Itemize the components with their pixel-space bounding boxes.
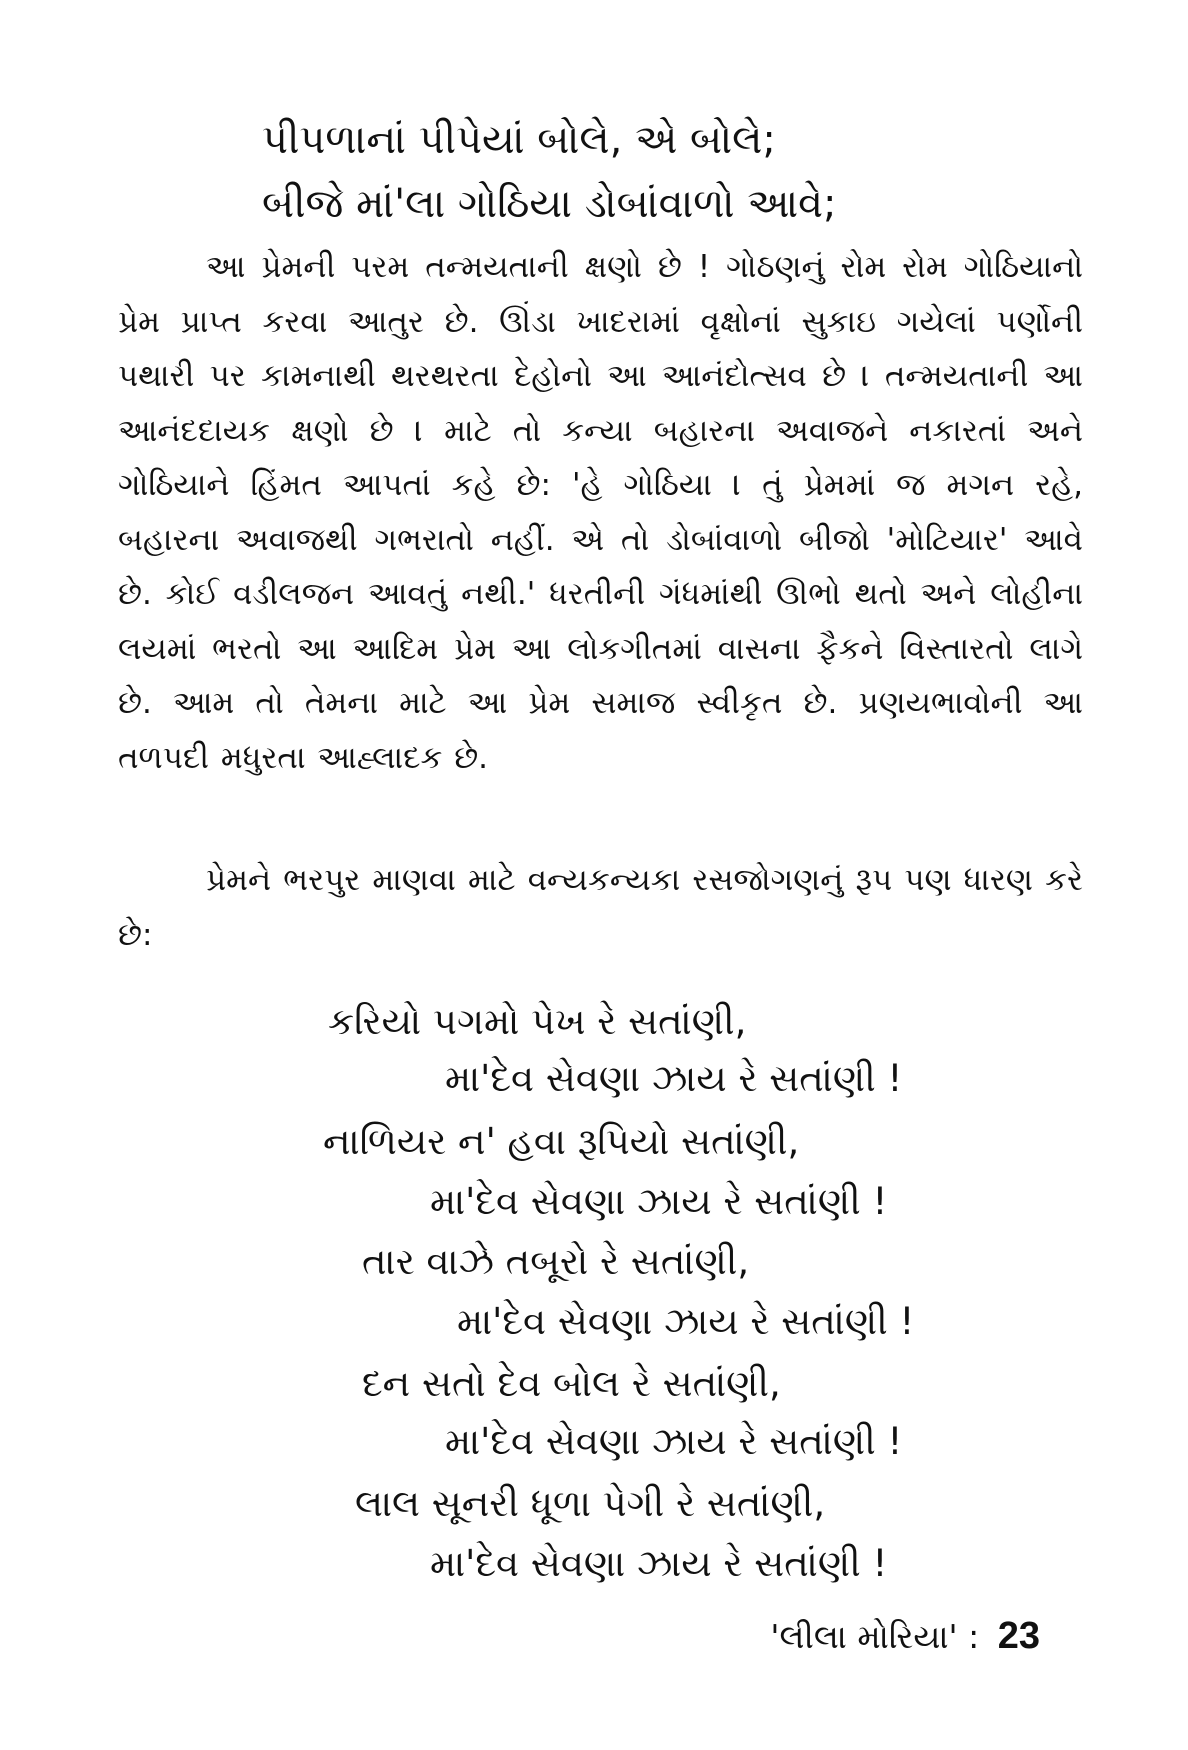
opening-couplet bbox=[262, 108, 1122, 236]
song-line: તાર વાઝે તબૂરો રે સતાંણી, bbox=[362, 1240, 750, 1283]
song-line: દન સતો દેવ બોલ રે સતાંણી, bbox=[362, 1362, 781, 1405]
song-line: લાલ સૂનરી ધૂળા પેગી રે સતાંણી, bbox=[355, 1482, 826, 1525]
song-refrain: મા'દેવ સેવણા ઝાય રે સતાંણી ! bbox=[445, 1057, 903, 1100]
song-line: કરિયો પગમો પેખ રે સતાંણી, bbox=[328, 1000, 747, 1043]
page-number: 23 bbox=[997, 1615, 1040, 1657]
song-refrain: મા'દેવ સેવણા ઝાય રે સતાંણી ! bbox=[445, 1420, 903, 1463]
song-line: નાળિયર ન' હવા રૂપિયો સતાંણી, bbox=[323, 1120, 800, 1163]
body-paragraph: પ્રેમને ભરપુર માણવા માટે વન્યકન્યકા રસજોગણનું રૂપ પણ ધારણ કરે છે: bbox=[118, 862, 1083, 953]
song-refrain: મા'દેવ સેવણા ઝાય રે સતાંણી ! bbox=[430, 1180, 888, 1223]
page-footer bbox=[770, 1615, 1040, 1658]
couplet-line: પીપળાનાં પીપેયાં બોલે, એ બોલે; bbox=[262, 117, 776, 163]
song-refrain: મા'દેવ સેવણા ઝાય રે સતાંણી ! bbox=[457, 1300, 915, 1343]
song-refrain: મા'દેવ સેવણા ઝાય રે સતાંણી ! bbox=[430, 1542, 888, 1585]
couplet-line: બીજે માં'લા ગોઠિયા ડોબાંવાળો આવે; bbox=[262, 181, 837, 227]
body-paragraph: આ પ્રેમની પરમ તન્મયતાની ક્ષણો છે ! ગોઠણનું રોમ રોમ ગોઠિયાનો પ્રેમ પ્રાપ્ત કરવા આતુર છે. ઊંડા ખાદરામાં વૃક્ષોનાં સુકાઇ ગયેલાં પર્ણોની પથારી પર કામનાથી થરથરતા દેહોનો આ આનંદોત્સવ છે । તન્મયતાની આ આનંદદાયક ક્ષણો છે । માટે તો કન્યા બહારના અવાજને નકારતાં અને ગોઠિયાને હિંમત આપતાં કહે છે: 'હે ગોઠિયા । તું પ્રેમમાં જ મગન રહે, બહારના અવાજથી ગભરાતો નહીં. એ તો ડોબાંવાળો બીજો 'મોટિયાર' આવે છે. કોઈ વડીલજન આવતું નથી.' ધરતીની ગંધમાંથી ઊભો થતો અને લોહીના લયમાં ભરતો આ આદિમ પ્રેમ આ લોકગીતમાં વાસના ફૈકને વિસ્તારતો લાગે છે. આમ તો તેમના માટે આ પ્રેમ સમાજ સ્વીકૃત છે. પ્રણયભાવોની આ તળપદી મધુરતા આહ્લાદક છે. bbox=[118, 249, 1083, 776]
source-title: 'લીલા મોરિયા' : bbox=[770, 1617, 980, 1656]
